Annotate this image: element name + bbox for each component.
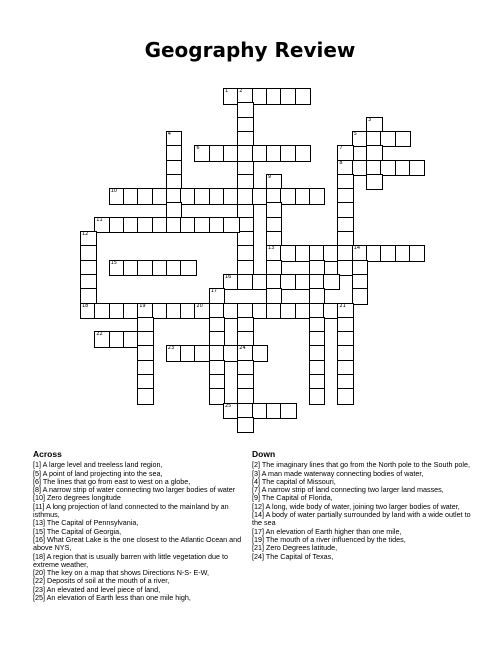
clue-number: 18 <box>82 302 89 309</box>
clue-text: The Capital of Georgia, <box>45 526 122 536</box>
clue-label: [19] <box>252 534 264 544</box>
clue-label: [22] <box>33 576 45 586</box>
clue-label: [25] <box>33 593 45 603</box>
grid-cell[interactable] <box>295 145 312 162</box>
clue-text: An elevation of Earth higher than one mile, <box>264 526 402 536</box>
puzzle-title: Geography Review <box>144 38 356 62</box>
clue-label: [13] <box>33 518 45 528</box>
clue-label: [14] <box>252 510 264 520</box>
across-clue <box>33 594 245 602</box>
clue-number: 21 <box>339 302 346 309</box>
clue-number: 10 <box>110 188 117 195</box>
clue-label: [12] <box>252 501 264 511</box>
clue-number: 15 <box>110 259 117 266</box>
clue-label: [17] <box>252 526 264 536</box>
clue-label: [10] <box>33 493 45 503</box>
clue-label: [18] <box>33 551 45 561</box>
clue-label: [15] <box>33 526 45 536</box>
down-heading: Down <box>252 449 276 459</box>
clue-text: A region that is usually barren with little vegetation due to extreme weather, <box>33 551 228 569</box>
clue-text: The Capital of Florida, <box>260 493 333 503</box>
clue-label: [3] <box>252 468 260 478</box>
grid-cell[interactable] <box>323 274 340 291</box>
clue-number: 13 <box>267 245 275 252</box>
grid-cell[interactable] <box>237 417 254 434</box>
clue-text: A man made waterway connecting bodies of water, <box>260 468 424 478</box>
grid-cell[interactable] <box>137 388 154 405</box>
clue-label: [16] <box>33 534 45 544</box>
clue-number: 19 <box>139 302 146 309</box>
clue-number: 16 <box>225 273 232 280</box>
clue-label: [5] <box>33 468 41 478</box>
clue-number: 3 <box>368 116 372 123</box>
clue-number: 22 <box>96 331 103 338</box>
clue-text: Zero Degrees latitude, <box>264 543 338 553</box>
clue-text: The mouth of a river influenced by the tides, <box>264 534 406 544</box>
down-clue <box>252 511 474 528</box>
clue-number: 25 <box>225 402 232 409</box>
clue-label: [1] <box>33 460 41 470</box>
clue-number: 11 <box>96 216 103 223</box>
grid-cell[interactable] <box>409 160 426 177</box>
clue-number: 20 <box>196 302 203 309</box>
clue-label: [21] <box>252 543 264 553</box>
grid-cell[interactable] <box>409 245 426 262</box>
clue-label: [6] <box>33 476 41 486</box>
across-clue <box>33 553 245 570</box>
across-clues <box>33 450 245 602</box>
clue-text: A large level and treeless land region, <box>41 460 163 470</box>
clue-number: 2 <box>239 88 243 94</box>
down-clues <box>252 450 474 561</box>
grid-cell[interactable] <box>280 403 297 420</box>
clue-number: 14 <box>353 245 361 252</box>
clue-text: An elevated and level piece of land, <box>45 584 161 594</box>
clue-label: [20] <box>33 568 45 578</box>
grid-cell[interactable] <box>366 174 383 191</box>
clue-text: The key on a map that shows Directions N-S- E-W, <box>45 568 210 578</box>
grid-cell[interactable] <box>295 88 312 105</box>
clue-text: The Capital of Pennsylvania, <box>45 518 139 528</box>
clue-text: A body of water partially surrounded by land with a wide outlet to the sea <box>252 510 471 528</box>
clue-label: [9] <box>252 493 260 503</box>
clue-number: 23 <box>167 345 175 352</box>
across-heading: Across <box>33 449 62 459</box>
grid-cell[interactable] <box>223 217 240 234</box>
clue-text: Deposits of soil at the mouth of a river, <box>45 576 170 586</box>
clue-text: An elevation of Earth less than one mile high, <box>45 593 191 603</box>
clue-number: 12 <box>82 231 89 237</box>
clue-text: What Great Lake is the one closest to the Atlantic Ocean and above NYS, <box>33 534 242 553</box>
clue-number: 17 <box>210 288 218 295</box>
clue-text: A long, wide body of water, joining two larger bodies of water, <box>264 501 460 511</box>
down-clue-list <box>252 461 474 561</box>
clue-label: [24] <box>252 551 264 561</box>
grid-cell[interactable] <box>252 345 269 362</box>
clue-text: Zero degrees longitude <box>45 493 121 503</box>
clue-text: A narrow strip of land connecting two larger land masses, <box>260 485 444 495</box>
clue-label: [23] <box>33 584 45 594</box>
grid-cell[interactable] <box>180 260 197 277</box>
grid-cell[interactable] <box>309 188 326 205</box>
clue-number: 1 <box>225 88 229 94</box>
clue-label: [8] <box>33 485 41 495</box>
clue-text: The imaginary lines that go from the North pole to the South pole, <box>260 460 471 470</box>
clue-text: A narrow strip of water connecting two larger bodies of water <box>41 485 236 495</box>
clue-text: A point of land projecting into the sea, <box>41 468 163 478</box>
across-clue <box>33 503 245 520</box>
clue-number: 7 <box>339 145 343 152</box>
down-clue <box>252 553 474 561</box>
clue-number: 24 <box>239 345 246 352</box>
grid-cell[interactable] <box>309 388 326 405</box>
across-clue <box>33 536 245 553</box>
clue-label: [11] <box>33 501 45 511</box>
clue-label: [4] <box>252 476 260 486</box>
grid-cell[interactable] <box>395 131 412 148</box>
clue-number: 9 <box>267 173 272 180</box>
clue-text: The capital of Missouri, <box>260 476 336 486</box>
clue-number: 5 <box>353 130 357 137</box>
clue-number: 6 <box>196 145 200 152</box>
clue-number: 8 <box>339 159 343 166</box>
clue-text: The lines that go from east to west on a globe, <box>41 476 191 486</box>
clue-text: A long projection of land connected to the mainland by an isthmus, <box>33 501 229 520</box>
grid-cell[interactable] <box>352 288 369 305</box>
clue-number: 4 <box>167 130 171 137</box>
clue-text: The Capital of Texas, <box>264 551 334 561</box>
across-clue-list <box>33 461 245 602</box>
clue-label: [7] <box>252 485 260 495</box>
clue-label: [2] <box>252 460 260 470</box>
grid-cell[interactable] <box>337 388 354 405</box>
